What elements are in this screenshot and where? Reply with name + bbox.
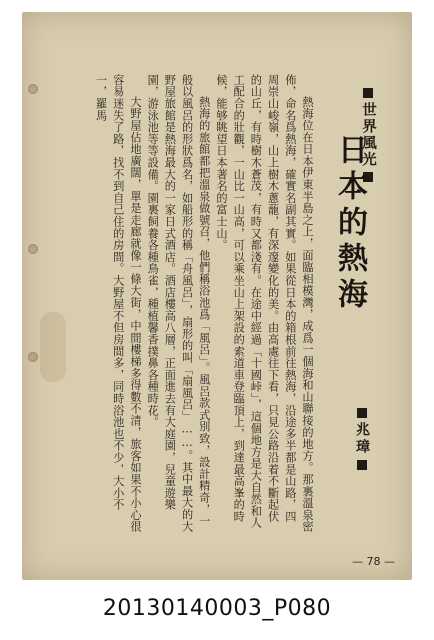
article-title: 日本的熱海 — [332, 134, 367, 314]
binding-hole — [28, 352, 38, 362]
paragraph: 大野屋佔地廣闊，單是走廊就像一條大街，中間樓梯多得數不清，旅客如果不小心很容易迷失了路，找不到自己住的房間。大野屋不但房間多，同時浴池也不少，大小不一，羅馬 — [94, 74, 142, 533]
page-number: — 78 — — [352, 555, 395, 568]
binding-hole — [28, 244, 38, 254]
paragraph: 熱海位在日本伊東半島之上，面臨相模灣，成爲一個海和山聯接的地方。那裏溫泉密佈，命名爲熱海，確實名副其實。如果從日本的箱根前往熱海，沿途多半都是山路，四周崇山峻嶺，山上樹木蔥蘢，有深邃變化的美。由高處往下看，只見公路沿着不斷起伏的山丘，有時樹木蒼茂，有時又都淺有。在途中經過「十國峠」，這個地方是大自然和人工配合的壯觀，一山比一山高，可以乘坐山上架設的索道車登臨頂上，到達最高峯的時候，能够眺望日本著名的富士山。 — [214, 74, 314, 533]
paper-stain — [40, 312, 66, 382]
book-page — [22, 12, 412, 580]
square-bullet-icon — [357, 460, 367, 470]
article-body — [80, 74, 316, 534]
image-caption: 20130140003_P080 — [102, 596, 332, 621]
author-name: 兆璋 — [354, 422, 370, 456]
section-label: 世界風光 — [360, 102, 376, 168]
author-byline — [352, 404, 372, 474]
paragraph: 熱海的旅館都把溫泉做號召，他們稱浴池爲「風呂」。風呂款式別致，設計精奇，一般以風呂的形狀爲名，如船形的稱「舟風呂」，扇形的叫「扇風呂」……。其中最大的大野屋旅館是熱海最大的一家日式酒店。酒店樓高八層，正面進去有大庭園，兒童遊樂園，游泳池等等設備。園裏飼養各種鳥雀，種植馨香撲鼻各種時花。 — [146, 74, 211, 533]
binding-hole — [28, 84, 38, 94]
square-bullet-icon — [357, 408, 367, 418]
square-bullet-icon — [363, 88, 373, 98]
